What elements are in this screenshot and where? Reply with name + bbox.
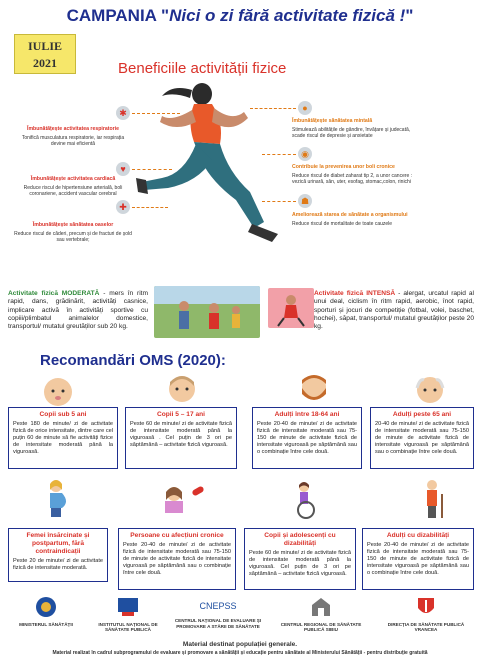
oms-recommendations-title: Recomandări OMS (2020):	[40, 352, 226, 369]
moderate-activity-photo	[154, 286, 260, 338]
chronic-disease-icon: ◉	[298, 147, 312, 161]
intense-activity-text: Activitate fizică INTENSĂ - alergat, urcatul rapid al unui deal, ciclism în ritm rapid, aerobic, înot rapid, sporturi și jocuri de competiție (fotbal, volei, baschet, hochei), săpat, transportul/ mutatul greutăților peste 20 kg.	[314, 290, 475, 331]
card-adults-over-65: Adulți peste 65 ani 20-40 de minute/ zi de activitate fizică de intensitate moderată sau 75-150 de minute de activitate fizică de intensitate viguroasă pe săptămână sau o combinație între cele două.	[370, 407, 474, 469]
benefit-respiratory: Îmbunătățește activitatea respiratorie Tonifică musculatura respiratorie, iar respirația devine mai eficientă	[21, 126, 125, 147]
logo-cnepss: CNEPSS CENTRUL NAȚIONAL DE EVALUARE ȘI PROMOVARE A STĂRII DE SĂNĂTATE	[170, 596, 266, 629]
logo-ministry-health: MINISTERUL SĂNĂTĂȚII	[6, 596, 86, 627]
footer-note: Material realizat în cadrul subprogramului de evaluare și promovare a sănătății și educație pentru sănătate al Ministerului Sănătății - pentru distribuție gratuită	[52, 650, 428, 656]
logo-insp: INSTITUTUL NAȚIONAL DE SĂNĂTATE PUBLICĂ	[88, 596, 168, 633]
ministry-crest-icon	[35, 596, 57, 618]
bone-icon: ✚	[116, 200, 130, 214]
moderate-activity-text: Activitate fizică MODERATĂ - mers în ritm rapid, dans, grădinărit, activități casnice, implicare activă în activități sportive cu copiii/plimbatul animalelor domestice, transportul/ mutatul greutăților sub 20 kg.	[8, 290, 148, 331]
coat-of-arms-icon	[416, 596, 436, 618]
year-label: 2021	[33, 56, 57, 70]
benefit-cardiac: Îmbunătățește activitatea cardiacă Reduce riscul de hipertensiune arterială, boli coronariene, accident vascular cerebral	[23, 176, 123, 197]
chronic-condition-icon	[156, 482, 210, 514]
insp-emblem-icon	[116, 596, 140, 618]
elderly-face-icon	[414, 374, 446, 406]
card-chronic-conditions: Persoane cu afecțiuni cronice Peste 20-40 de minute/ zi de activitate fizică de intensitate moderată sau 75-150 de minute de activitate fizică de intensitate viguroasă pe săptămână sau o combinație între cele două.	[118, 528, 236, 590]
body-health-icon: ☗	[298, 194, 312, 208]
month-badge	[14, 34, 76, 74]
card-children-under-5: Copii sub 5 ani Peste 180 de minute/ zi de activitate fizică de orice intensitate, dintre care cel puțin 60 de minute să fie activități fizice de intensitate moderată până la viguroasă.	[8, 407, 118, 469]
wheelchair-child-icon	[290, 480, 322, 520]
campaign-title: CAMPANIA "Nici o zi fără activitate fizică !"	[66, 6, 414, 25]
logo-dsp-vrancea: DIRECȚIA DE SĂNĂTATE PUBLICĂ VRANCEA	[380, 596, 472, 633]
benefit-bones: Îmbunătățește sănătatea oaselor Reduce riscul de căderi, precum și de fracturi de șold sau vertebrale;	[14, 222, 132, 243]
benefit-mental: Îmbunătățește sănătatea mintală Stimulează abilitățile de gândire, învățare și judecată, scade riscul de depresie și anxietate	[292, 118, 411, 139]
connector-line	[132, 113, 180, 114]
cnepss-wordmark: CNEPSS	[199, 601, 237, 611]
card-pregnant-women: Femei însărcinate și postpartum, fără contraindicații Peste 20 de minute/ zi de activitate fizică de intensitate moderată.	[8, 528, 108, 582]
building-icon	[310, 596, 332, 618]
footer-target: Material destinat populației generale.	[182, 641, 298, 648]
child-face-icon	[166, 372, 198, 404]
connector-line	[132, 169, 172, 170]
card-children-disabilities: Copii și adolescenți cu dizabilități Peste 60 de minute/ zi de activitate fizică de intensitate moderată până la viguroasă. Cel puțin de 3 ori pe săptămână – activitate fizică viguroasă.	[244, 528, 356, 590]
month-label: IULIE	[27, 39, 62, 53]
card-adults-18-64: Adulți între 18-64 ani Peste 20-40 de minute/ zi de activitate fizică de intensitate moderată sau 75-150 de minute de activitate fizică de intensitate viguroasă pe săptămână sau o combinație între cele două.	[252, 407, 362, 469]
benefit-overall: Ameliorează starea de sănătate a organismului Reduce riscul de mortalitate de toate cauzele	[292, 212, 408, 227]
card-children-5-17: Copii 5 – 17 ani Peste 60 de minute/ zi de activitate fizică de intensitate moderată până la viguroasă . Cel puțin de 3 ori pe săptămână – activitate fizică viguroasă.	[125, 407, 237, 469]
connector-line	[250, 108, 296, 109]
brain-icon: ●	[298, 101, 312, 115]
connector-line	[132, 207, 168, 208]
heart-icon: ♥	[116, 162, 130, 176]
card-adults-disabilities: Adulți cu dizabilități Peste 20-40 de minute/ zi de activitate fizică de intensitate moderată sau 75-150 de minute de activitate fizică de intensitate viguroasă pe săptămână sau o combinație între cele două.	[362, 528, 474, 590]
connector-line	[262, 154, 296, 155]
benefits-title: Beneficiile activității fizice	[118, 60, 287, 77]
logo-crsp-sibiu: CENTRUL REGIONAL DE SĂNĂTATE PUBLICĂ SIBIU	[278, 596, 364, 633]
connector-line	[262, 201, 296, 202]
intense-activity-photo	[268, 288, 314, 328]
adult-with-cane-icon	[418, 478, 450, 520]
benefit-chronic: Contribuie la prevenirea unor boli cronice Reduce riscul de diabet zaharat tip 2, a unor cancere : vezică urinară, sân, uter, esofag, stomac,colon, rinichi	[292, 164, 413, 185]
pregnant-woman-icon	[40, 478, 72, 518]
baby-face-icon	[42, 376, 74, 408]
lungs-icon: ✱	[116, 106, 130, 120]
adult-face-icon	[298, 372, 330, 404]
